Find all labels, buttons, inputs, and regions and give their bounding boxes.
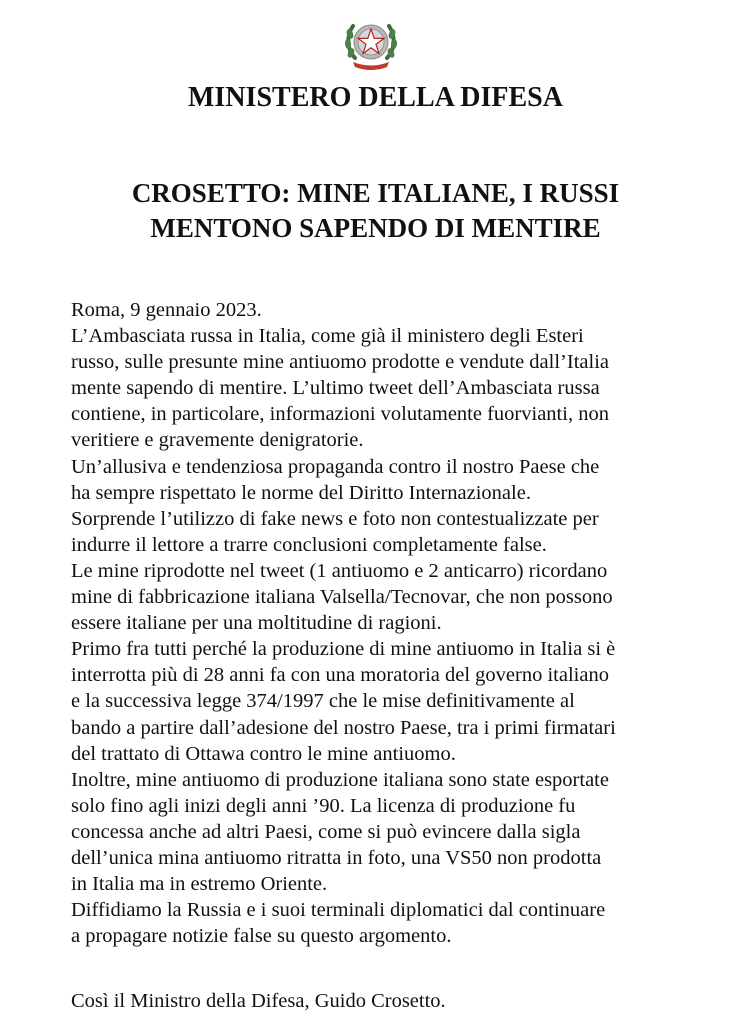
headline-line-1: CROSETTO: MINE ITALIANE, I RUSSI <box>131 178 620 208</box>
italian-republic-emblem-icon <box>343 14 399 72</box>
body-line: ha sempre rispettato le norme del Diritto Internazionale. <box>71 481 531 504</box>
body-line: concessa anche ad altri Paesi, come si può evincere dalla sigla <box>71 820 581 843</box>
body-line: bando a partire dall’adesione del nostro Paese, tra i primi firmatari <box>71 716 616 739</box>
body-line: solo fino agli inizi degli anni ’90. La licenza di produzione fu <box>71 794 576 817</box>
press-release-body <box>71 297 741 949</box>
body-line: mine di fabbricazione italiana Valsella/Tecnovar, che non possono <box>71 586 613 609</box>
body-line: del trattato di Ottawa contro le mine antiuomo. <box>71 742 456 765</box>
signature-line: Così il Ministro della Difesa, Guido Crosetto. <box>71 990 446 1012</box>
body-line: contiene, in particolare, informazioni volutamente fuorvianti, non <box>71 403 609 426</box>
body-line: a propagare notizie false su questo argomento. <box>71 925 452 948</box>
body-line: indurre il lettore a trarre conclusioni completamente false. <box>71 533 547 556</box>
body-line: essere italiane per una moltitudine di ragioni. <box>71 612 442 635</box>
body-line: Sorprende l’utilizzo di fake news e foto non contestualizzate per <box>71 507 599 530</box>
body-line: Diffidiamo la Russia e i suoi terminali diplomatici dal continuare <box>71 899 606 922</box>
body-line: Un’allusiva e tendenziosa propaganda contro il nostro Paese che <box>71 455 600 478</box>
body-line: e la successiva legge 374/1997 che le mise definitivamente al <box>71 690 575 713</box>
headline-line-2: MENTONO SAPENDO DI MENTIRE <box>150 213 601 243</box>
ministry-title: MINISTERO DELLA DIFESA <box>188 82 563 113</box>
body-line: Le mine riprodotte nel tweet (1 antiuomo e 2 anticarro) ricordano <box>71 559 608 582</box>
body-line: in Italia ma in estremo Oriente. <box>71 873 328 896</box>
body-line: russo, sulle presunte mine antiuomo prodotte e vendute dall’Italia <box>71 351 609 374</box>
body-line: Inoltre, mine antiuomo di produzione italiana sono state esportate <box>71 768 609 791</box>
body-line: Roma, 9 gennaio 2023. <box>71 299 262 321</box>
body-line: L’Ambasciata russa in Italia, come già il ministero degli Esteri <box>71 325 584 348</box>
body-line: interrotta più di 28 anni fa con una moratoria del governo italiano <box>71 664 609 687</box>
body-line: veritiere e gravemente denigratorie. <box>71 429 364 452</box>
body-line: dell’unica mina antiuomo ritratta in foto, una VS50 non prodotta <box>71 846 602 869</box>
press-release-headline <box>0 176 751 246</box>
body-line: mente sapendo di mentire. L’ultimo tweet dell’Ambasciata russa <box>71 377 600 400</box>
body-line: Primo fra tutti perché la produzione di mine antiuomo in Italia si è <box>71 638 616 661</box>
